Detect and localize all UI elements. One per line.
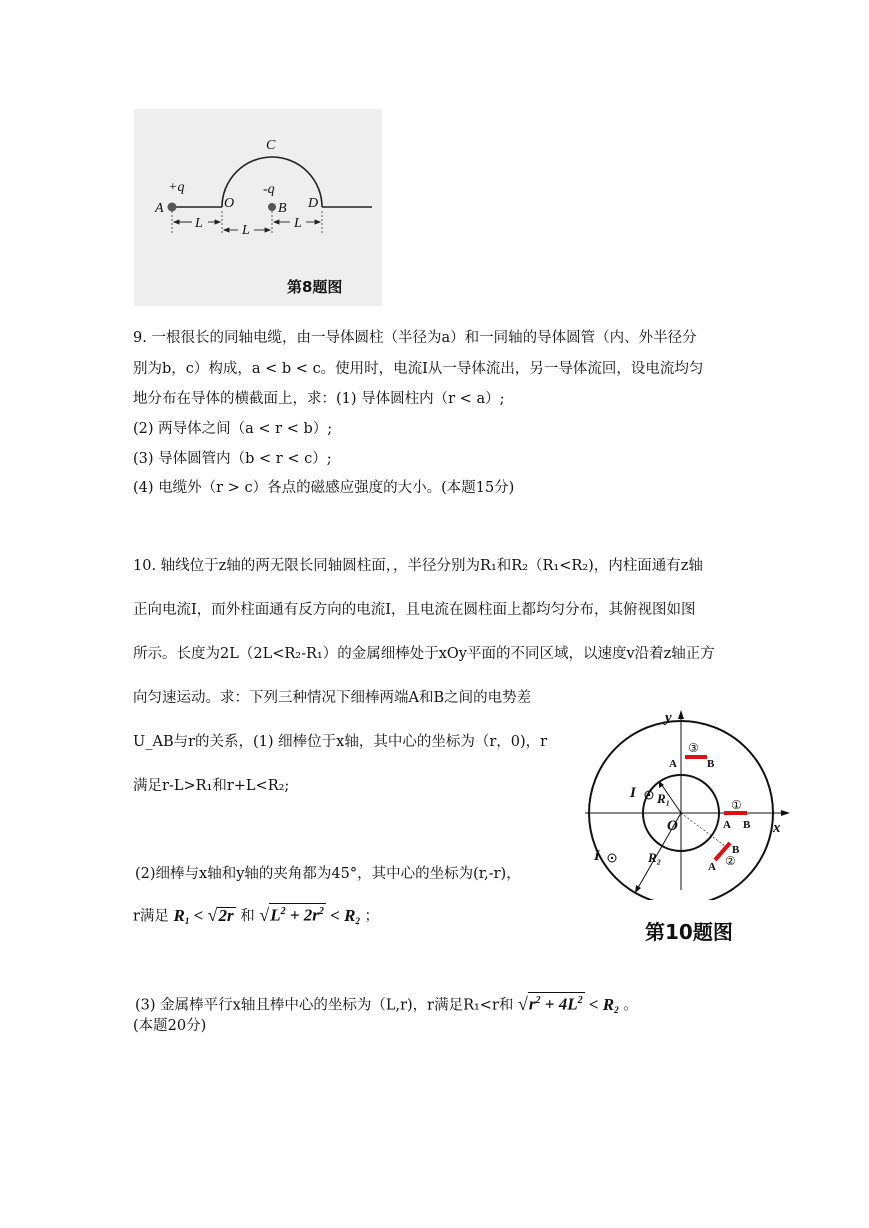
q10-line-1: 10. 轴线位于z轴的两无限长同轴圆柱面，，半径分别为R₁和R₂（R₁<R₂)，内柱面通有z轴 <box>133 558 703 574</box>
label-y: y <box>665 710 672 726</box>
label-r1: R₁ <box>657 791 671 806</box>
q10-line-9-pre: (3) 金属棒平行x轴且棒中心的坐标为（L,r)，r满足R₁<r和 <box>135 997 514 1014</box>
label-i-outer: I <box>594 848 600 864</box>
charge-b <box>268 203 276 211</box>
q10-line-8-pre: r满足 <box>133 908 169 925</box>
figure-10 <box>575 700 795 950</box>
q10-line-10: (本题20分) <box>133 1018 207 1034</box>
q9-line-2: 别为b，c）构成，a < b < c。使用时，电流I从一导体流出，另一导体流回，设电流均匀 <box>133 361 704 377</box>
label-circ-3: ③ <box>688 741 699 755</box>
label-b: B <box>278 201 287 216</box>
label-r2: R₂ <box>648 850 662 865</box>
q9-line-6: (4) 电缆外（r > c）各点的磁感应强度的大小。(本题15分) <box>133 480 515 496</box>
q9-line-1: 9. 一根很长的同轴电缆，由一导体圆柱（半径为a）和一同轴的导体圆管（内、外半径分 <box>133 330 697 346</box>
label-l-2: L <box>242 223 250 238</box>
q10-line-4: 向匀速运动。求：下列三种情况下细棒两端A和B之间的电势差 <box>133 690 532 706</box>
figure-8-diagram <box>134 109 382 306</box>
q10-line-7: (2)细棒与x轴和y轴的夹角都为45°，其中心的坐标为(r,-r)， <box>135 866 521 882</box>
charge-a <box>168 203 177 212</box>
figure-8-caption: 第8题图 <box>287 278 343 296</box>
q10-line-5: U_AB与r的关系，(1) 细棒位于x轴，其中心的坐标为（r，0)，r <box>133 734 548 750</box>
q9-line-3: 地分布在导体的横截面上，求：(1) 导体圆柱内（r < a）; <box>133 391 505 407</box>
label-d: D <box>308 196 319 211</box>
label-a-3: A <box>669 758 677 770</box>
label-a-2: A <box>708 861 716 873</box>
q9-line-5: (3) 导体圆管内（b < r < c）; <box>133 451 332 467</box>
label-circ-1: ① <box>731 798 742 812</box>
label-b-3: B <box>707 758 715 770</box>
q10-line-2: 正向电流I，而外柱面通有反方向的电流I，且电流在圆柱面上都均匀分布，其俯视图如图 <box>133 602 696 618</box>
label-b-2: B <box>732 844 740 856</box>
label-minus-q: -q <box>263 182 275 197</box>
q10-line-3: 所示。长度为2L（2L<R₂-R₁）的金属细棒处于xOy平面的不同区域，以速度v沿着z轴正方 <box>133 646 715 662</box>
label-c: C <box>266 138 276 153</box>
q9-line-4: (2) 两导体之间（a < r < b）; <box>133 421 333 437</box>
figure-10-caption: 第10题图 <box>645 920 733 944</box>
label-b-1: B <box>743 819 751 831</box>
label-i-inner: I <box>630 785 636 801</box>
q10-line-8 <box>133 903 379 930</box>
formula-sqrt-l2-2r2: $√L^2 + 2r^2 < R_2$ <box>259 904 360 926</box>
label-o: O <box>667 818 678 834</box>
formula-sqrt-r2-4l2: $√r^2 + 4L^2 < R_2$ <box>518 993 619 1015</box>
label-a-1: A <box>723 819 731 831</box>
formula-r1-sqrt2r: $R_1 < √2r$ <box>173 904 234 926</box>
figure-10-diagram <box>575 700 795 900</box>
label-a: A <box>155 201 164 216</box>
label-circ-2: ② <box>725 854 736 868</box>
q10-line-9-post: 。 <box>623 997 638 1014</box>
label-plus-q: +q <box>168 180 185 195</box>
label-x: x <box>773 820 781 836</box>
figure-8 <box>134 109 382 306</box>
q10-line-6: 满足r-L>R₁和r+L<R₂; <box>133 778 290 794</box>
q10-line-9 <box>135 992 638 1019</box>
label-l-1: L <box>195 216 203 231</box>
q10-line-8-mid: 和 <box>240 908 255 925</box>
label-l-3: L <box>294 216 302 231</box>
q10-line-8-post: ； <box>364 908 380 925</box>
label-o: O <box>224 196 235 211</box>
